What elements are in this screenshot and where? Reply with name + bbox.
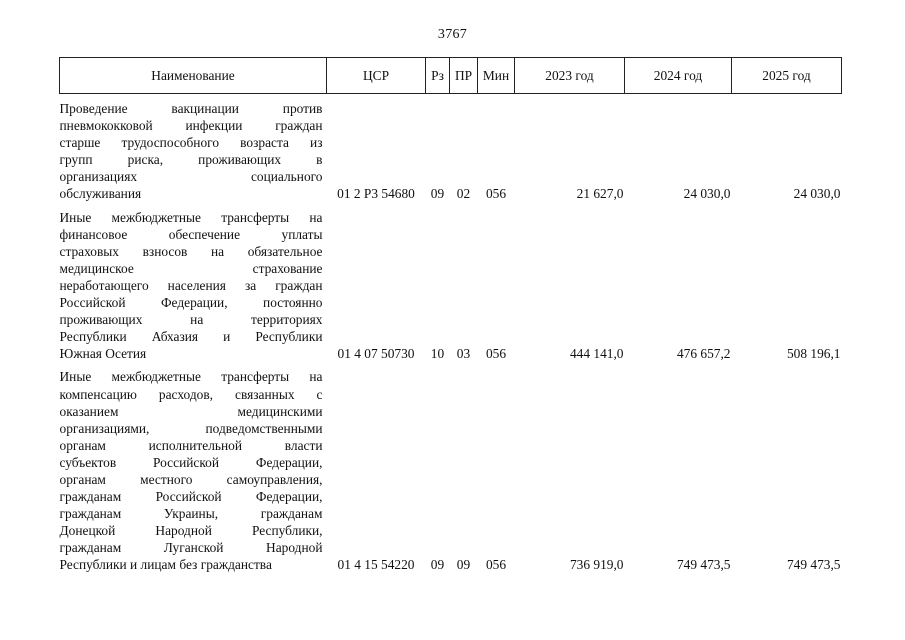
row-csr: 01 4 15 54220 [337, 557, 415, 573]
row-name-line: Южная Осетия [59, 346, 147, 362]
row-name-line: Проведение вакцинации против [59, 101, 323, 116]
row-csr: 01 4 07 50730 [337, 346, 415, 362]
row-2025: 24 030,0 [793, 186, 841, 202]
header-2024: 2024 год [625, 58, 732, 94]
row-name-line: Республики Абхазия и Республики [59, 329, 323, 345]
row-2024: 749 473,5 [676, 557, 731, 573]
row-name-line: пневмококковой инфекции граждан [59, 118, 323, 134]
row-name [60, 203, 327, 363]
table-header-row [60, 58, 842, 94]
header-2025: 2025 год [732, 58, 842, 94]
row-name-line: гражданам Украины, гражданам [59, 506, 323, 522]
table-row [60, 362, 842, 573]
row-name-line: неработающего населения за граждан [59, 277, 323, 293]
row-pr: 09 [456, 557, 471, 573]
row-name-line: Республики и лицам без гражданства [59, 557, 272, 573]
row-min: 056 [485, 557, 507, 573]
row-name-line: обслуживания [59, 186, 142, 202]
row-name-line: групп риска, проживающих в [59, 152, 323, 168]
row-name-line: медицинское страхование [59, 260, 323, 276]
row-min: 056 [485, 346, 507, 362]
table-row [60, 203, 842, 363]
row-pr: 02 [456, 186, 471, 202]
header-2023: 2023 год [515, 58, 625, 94]
header-name: Наименование [60, 58, 327, 94]
row-name-line: органам местного самоуправления, [59, 471, 323, 487]
budget-table [59, 57, 842, 574]
row-rz: 09 [430, 186, 445, 202]
header-pr: ПР [450, 58, 478, 94]
row-name-line: органам исполнительной власти [59, 437, 323, 453]
row-name-line: компенсацию расходов, связанных с [59, 386, 323, 402]
row-name-line: финансовое обеспечение уплаты [59, 226, 323, 242]
row-csr: 01 2 P3 54680 [337, 186, 415, 202]
row-name-line: Российской Федерации, постоянно [59, 295, 323, 311]
header-csr: ЦСР [327, 58, 426, 94]
header-min: Мин [478, 58, 515, 94]
row-name-line: субъектов Российской Федерации, [59, 454, 323, 470]
row-name-line: страховых взносов на обязательное [59, 243, 323, 259]
row-rz: 09 [430, 557, 445, 573]
row-name-line: Донецкой Народной Республики, [59, 523, 323, 539]
row-min: 056 [485, 186, 507, 202]
row-rz: 10 [430, 346, 445, 362]
row-name [60, 362, 327, 573]
row-name-line: гражданам Российской Федерации, [59, 489, 323, 505]
page-number: 3767 [437, 27, 468, 42]
row-name-line: организациями, подведомственными [59, 420, 323, 436]
row-name-line: Иные межбюджетные трансферты на [59, 209, 323, 225]
row-2024: 24 030,0 [683, 186, 731, 202]
header-rz: Рз [426, 58, 450, 94]
table-row [60, 94, 842, 203]
row-name-line: старше трудоспособного возраста из [59, 135, 323, 151]
row-name-line: гражданам Луганской Народной [59, 540, 323, 556]
row-2024: 476 657,2 [676, 346, 731, 362]
row-name-line: проживающих на территориях [59, 312, 323, 328]
row-2023: 444 141,0 [569, 346, 624, 362]
row-name-line: оказанием медицинскими [59, 403, 323, 419]
row-2025: 749 473,5 [786, 557, 841, 573]
row-name-line: Иные межбюджетные трансферты на [59, 369, 323, 385]
row-2023: 21 627,0 [576, 186, 624, 202]
row-name [60, 94, 327, 203]
row-pr: 03 [456, 346, 471, 362]
row-2023: 736 919,0 [569, 557, 624, 573]
row-name-line: организациях социального [59, 169, 323, 185]
row-2025: 508 196,1 [786, 346, 841, 362]
